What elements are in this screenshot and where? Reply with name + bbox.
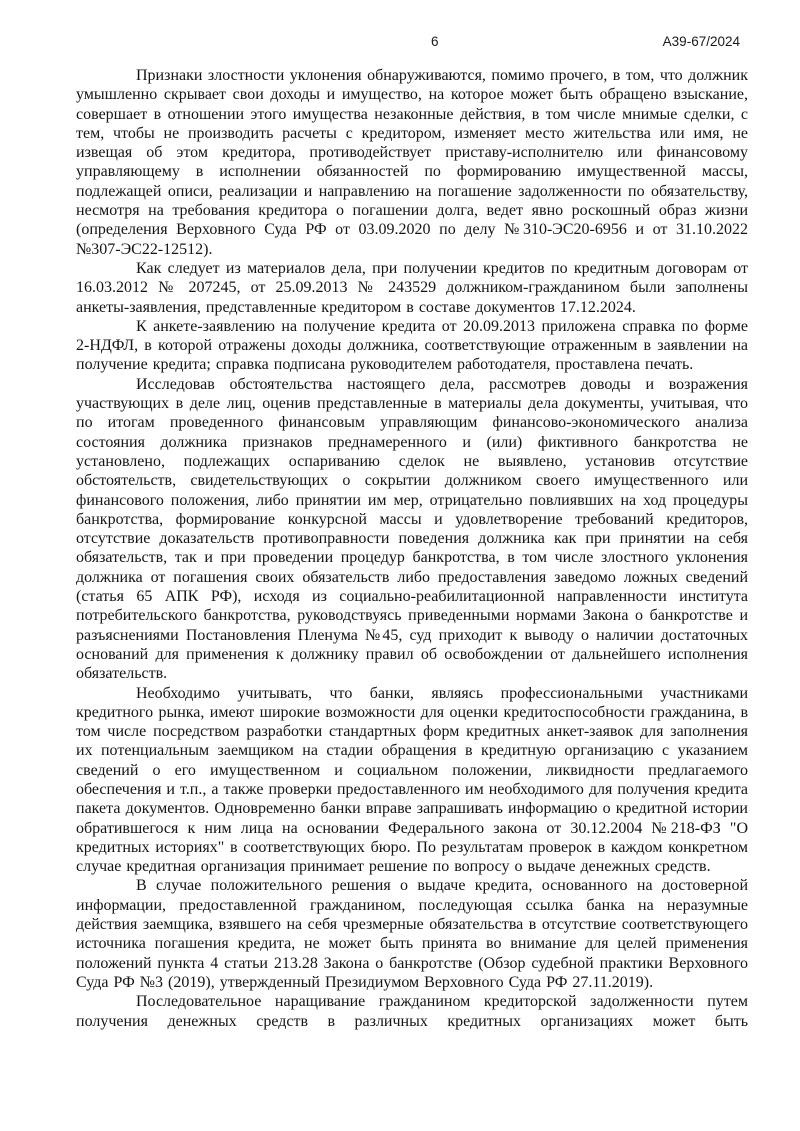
paragraph-positive-decision: В случае положительного решения о выдаче кредита, основанного на достоверной информации, предоставленной гражданином, последующая ссылка банка на неразумные действия заемщика, взявшего на себя чрезмерные обязательства в отсутствие соответствующего источника погашения кредита, не может быть принята во внимание для целей применения положений пункта 4 статьи 213.28 Закона о банкротстве (Обзор судебной практики Верховного Суда РФ №3 (2019), утвержденный Президиумом Верховного Суда РФ 27.11.2019). bbox=[76, 877, 748, 991]
page-header bbox=[0, 34, 800, 52]
paragraph-court-conclusion: Исследовав обстоятельства настоящего дела, рассмотрев доводы и возражения участвующих в деле лиц, оценив представленные в материалы дела документы, учитывая, что по итогам проведенного финансовым управляющим финансово-экономического анализа состояния должника признаков преднамеренного и (или) фиктивного банкротства не установлено, подлежащих оспариванию сделок не выявлено, установив отсутствие обстоятельств, свидетельствующих о сокрытии должником своего имущественного или финансового положения, либо принятии им мер, отрицательно повлиявших на ход процедуры банкротства, формирование конкурсной массы и удовлетворение требований кредиторов, отсутствие доказательств противоправности поведения должника как при принятии на себя обязательств, так и при проведении процедур банкротства, в том числе злостного уклонения должника от погашения своих обязательств либо предоставления заведомо ложных сведений (статья 65 АПК РФ), исходя из социально-реабилитационной направленности института потребительского банкротства, руководствуясь приведенными нормами Закона о банкротстве и разъяснениями Постановления Пленума №45, суд приходит к выводу о наличии достаточных оснований для применения к должнику правил об освобождении от дальнейшего исполнения обязательств. bbox=[76, 375, 748, 683]
document-body bbox=[76, 66, 748, 1031]
paragraph-signs-of-evasion: Признаки злостности уклонения обнаруживаются, помимо прочего, в том, что должник умышленно скрывает свои доходы и имущество, на которое может быть обращено взыскание, совершает в отношении этого имущества незаконные действия, в том числе мнимые сделки, с тем, чтобы не производить расчеты с кредитором, изменяет место жительства или имя, не извещая об этом кредитора, противодействует приставу-исполнителю или финансовому управляющему в исполнении обязанностей по формированию имущественной массы, подлежащей описи, реализации и направлению на погашение задолженности по обязательству, несмотря на требования кредитора о погашении долга, ведет явно роскошный образ жизни (определения Верховного Суда РФ от 03.09.2020 по делу №310-ЭС20-6956 и от 31.10.2022 №307-ЭС22-12512). bbox=[76, 67, 748, 258]
paragraph-credit-agreements: Как следует из материалов дела, при получении кредитов по кредитным договорам от 16.03.2012 № 207245, от 25.09.2013 № 243529 должником-гражданином были заполнены анкеты-заявления, представленные кредитором в составе документов 17.12.2024. bbox=[76, 259, 748, 316]
paragraph-debt-accumulation: Последовательное наращивание гражданином кредиторской задолженности путем получения денежных средств в различных кредитных организациях может быть bbox=[76, 993, 748, 1030]
paragraph-ndfl-certificate: К анкете-заявлению на получение кредита от 20.09.2013 приложена справка по форме 2-НДФЛ, в которой отражены доходы должника, соответствующие отраженным в заявлении на получение кредита; справка подписана руководителем работодателя, проставлена печать. bbox=[76, 317, 748, 374]
case-number: А39-67/2024 bbox=[662, 34, 740, 49]
paragraph-banks-capabilities: Необходимо учитывать, что банки, являясь профессиональными участниками кредитного рынка, имеют широкие возможности для оценки кредитоспособности гражданина, в том числе посредством разработки стандартных форм кредитных анкет-заявок для заполнения их потенциальным заемщиком на стадии обращения в кредитную организацию с указанием сведений о его имущественном и социальном положении, ликвидности предлагаемого обеспечения и т.п., а также проверки предоставленного им необходимого для получения кредита пакета документов. Одновременно банки вправе запрашивать информацию о кредитной истории обратившегося к ним лица на основании Федерального закона от 30.12.2004 №218-ФЗ "О кредитных историях" в соответствующих бюро. По результатам проверок в каждом конкретном случае кредитная организация принимает решение по вопросу о выдаче денежных средств. bbox=[76, 684, 748, 876]
page-number: 6 bbox=[431, 34, 439, 49]
